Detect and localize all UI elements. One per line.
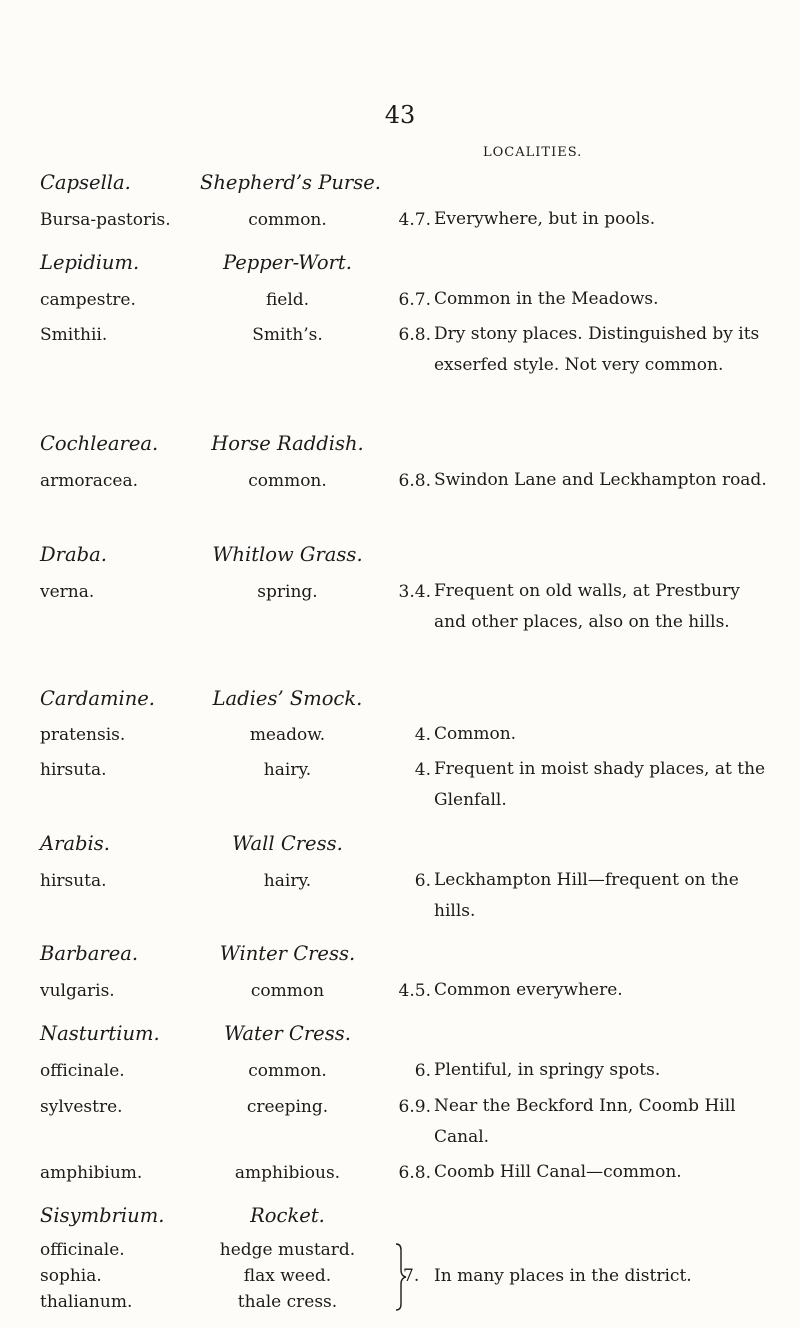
species-locality: Frequent on old walls, at Prestbury and other places, also on the hills. bbox=[434, 581, 740, 632]
group-flowering-months: 7. bbox=[403, 1266, 420, 1286]
genus-common-name: Pepper-Wort. bbox=[223, 251, 352, 274]
species-latin: pratensis. bbox=[40, 725, 126, 745]
species-locality: Frequent in moist shady places, at the Glenfall. bbox=[434, 759, 766, 810]
species-latin: Smithii. bbox=[40, 325, 108, 345]
species-latin: thalianum. bbox=[40, 1292, 133, 1312]
species-latin: campestre. bbox=[40, 290, 136, 310]
genus-common-name: Winter Cress. bbox=[219, 942, 356, 965]
localities-header: LOCALITIES. bbox=[483, 145, 583, 160]
species-latin: armoracea. bbox=[40, 471, 138, 491]
flowering-months: 6.8. bbox=[398, 471, 431, 491]
flowering-months: 4. bbox=[414, 760, 431, 780]
flowering-months: 4.5. bbox=[398, 981, 431, 1001]
genus-latin-name: Capsella. bbox=[40, 171, 131, 194]
page-number: 43 bbox=[384, 101, 416, 129]
species-locality: Common. bbox=[434, 724, 517, 744]
species-common: creeping. bbox=[246, 1097, 329, 1117]
genus-common-name: Rocket. bbox=[250, 1204, 325, 1227]
flowering-months: 4.7. bbox=[398, 210, 431, 230]
species-latin: amphibium. bbox=[40, 1163, 143, 1183]
genus-latin-name: Cochlearea. bbox=[40, 432, 159, 455]
species-locality: Plentiful, in springy spots. bbox=[434, 1060, 661, 1080]
genus-common-name: Ladies’ Smock. bbox=[212, 687, 363, 710]
flowering-months: 6. bbox=[414, 871, 431, 891]
genus-common-name: Water Cress. bbox=[224, 1022, 351, 1045]
species-common: common. bbox=[248, 471, 327, 491]
species-latin: Bursa-pastoris. bbox=[40, 210, 171, 230]
genus-common-name: Horse Raddish. bbox=[211, 432, 364, 455]
species-latin: officinale. bbox=[40, 1061, 125, 1081]
species-locality: Leckhampton Hill—frequent on the hills. bbox=[434, 870, 739, 921]
species-common: flax weed. bbox=[243, 1266, 332, 1286]
group-locality: In many places in the district. bbox=[434, 1266, 692, 1286]
genus-latin-name: Draba. bbox=[40, 543, 107, 566]
species-common: common. bbox=[248, 1061, 327, 1081]
genus-latin-name: Nasturtium. bbox=[40, 1022, 160, 1045]
species-latin: hirsuta. bbox=[40, 760, 107, 780]
species-common: Smith’s. bbox=[252, 325, 323, 345]
species-common: meadow. bbox=[249, 725, 326, 745]
species-latin: sylvestre. bbox=[40, 1097, 123, 1117]
species-common: spring. bbox=[257, 582, 318, 602]
genus-latin-name: Lepidium. bbox=[40, 251, 140, 274]
species-locality: Swindon Lane and Leckhampton road. bbox=[434, 470, 767, 490]
flowering-months: 6.8. bbox=[398, 1163, 431, 1183]
genus-latin-name: Arabis. bbox=[40, 832, 110, 855]
flowering-months: 6.8. bbox=[398, 325, 431, 345]
species-latin: hirsuta. bbox=[40, 871, 107, 891]
genus-latin-name: Sisymbrium. bbox=[40, 1204, 165, 1227]
species-latin: vulgaris. bbox=[40, 981, 115, 1001]
species-locality: Common in the Meadows. bbox=[434, 289, 659, 309]
flowering-months: 4. bbox=[414, 725, 431, 745]
species-common: common. bbox=[248, 210, 327, 230]
genus-common-name: Wall Cress. bbox=[232, 832, 343, 855]
species-latin: sophia. bbox=[40, 1266, 102, 1286]
genus-latin-name: Cardamine. bbox=[40, 687, 156, 710]
species-common: thale cress. bbox=[237, 1292, 338, 1312]
species-locality: Common everywhere. bbox=[434, 980, 623, 1000]
species-common: field. bbox=[265, 290, 310, 310]
flowering-months: 3.4. bbox=[398, 582, 431, 602]
species-locality: Near the Beckford Inn, Coomb Hill Canal. bbox=[434, 1096, 736, 1147]
flowering-months: 6.7. bbox=[398, 290, 431, 310]
species-common: hedge mustard. bbox=[219, 1240, 356, 1260]
species-latin: officinale. bbox=[40, 1240, 125, 1260]
genus-latin-name: Barbarea. bbox=[40, 942, 139, 965]
species-common: amphibious. bbox=[234, 1163, 341, 1183]
species-locality: Dry stony places. Distinguished by its exserfed style. Not very common. bbox=[434, 324, 760, 375]
species-common: common bbox=[250, 981, 325, 1001]
species-locality: Everywhere, but in pools. bbox=[434, 209, 656, 229]
genus-common-name: Shepherd’s Purse. bbox=[200, 171, 381, 194]
species-common: hairy. bbox=[263, 871, 312, 891]
flowering-months: 6. bbox=[414, 1061, 431, 1081]
species-locality: Coomb Hill Canal—common. bbox=[434, 1162, 682, 1182]
flowering-months: 6.9. bbox=[398, 1097, 431, 1117]
species-latin: verna. bbox=[40, 582, 95, 602]
genus-common-name: Whitlow Grass. bbox=[212, 543, 363, 566]
species-common: hairy. bbox=[263, 760, 312, 780]
